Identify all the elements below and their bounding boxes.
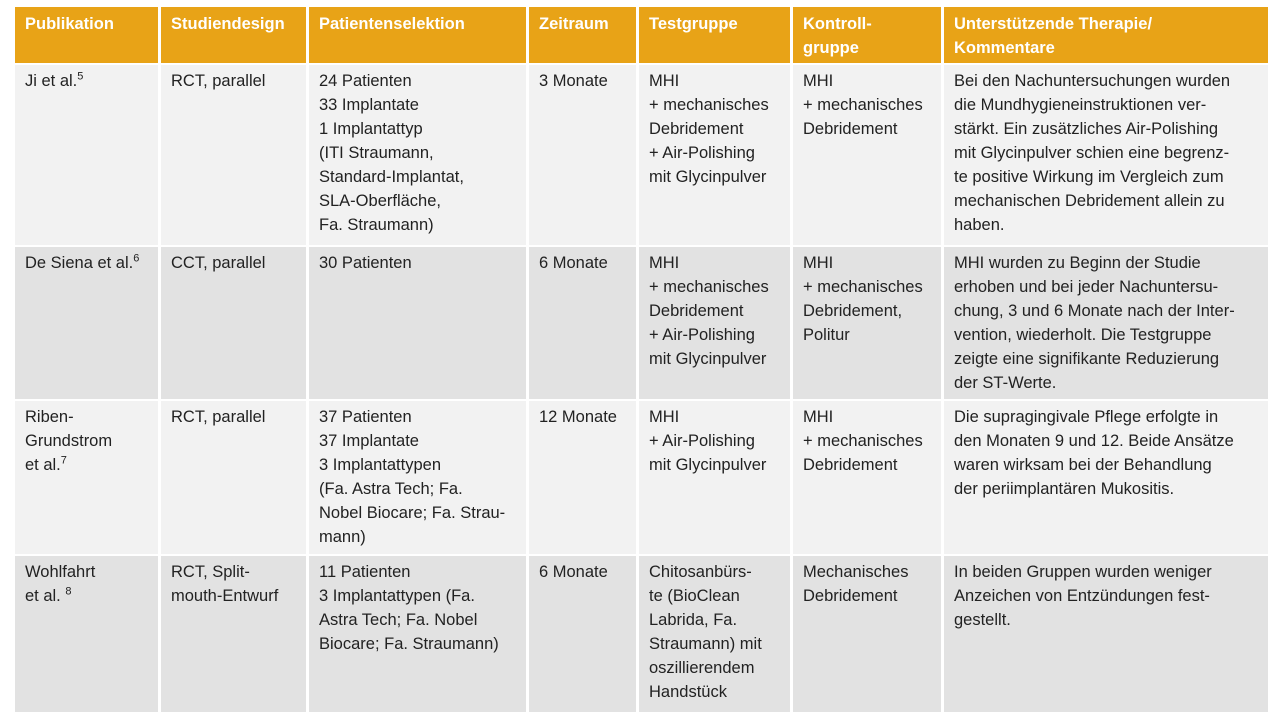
cell-line: [803, 429, 931, 453]
cell-line: [539, 405, 626, 429]
cell-text: der periimplantären Mukositis.: [954, 480, 1175, 498]
cell-text: Wohlfahrt: [25, 563, 96, 581]
cell-period: [529, 556, 636, 712]
cell-line: [539, 560, 626, 584]
cell-text: Debridement: [803, 120, 898, 138]
cell-line: [649, 608, 780, 632]
cell-line: [954, 453, 1258, 477]
cell-line: [649, 275, 780, 299]
cell-text: Grundstrom: [25, 432, 113, 450]
cell-line: [954, 347, 1258, 371]
cell-text: oszillierendem: [649, 659, 755, 677]
cell-text: RCT, parallel: [171, 408, 266, 426]
cell-line: [954, 299, 1258, 323]
cell-line: [171, 584, 296, 608]
cell-line: [649, 429, 780, 453]
cell-text: RCT, Split-: [171, 563, 250, 581]
header-text: Kommentare: [954, 39, 1055, 57]
cell-line: [319, 501, 516, 525]
cell-period: [529, 401, 636, 554]
header-text: gruppe: [803, 39, 859, 57]
cell-line: [319, 93, 516, 117]
cell-line: [319, 213, 516, 237]
reference-number: 6: [133, 252, 140, 265]
cell-text: MHI: [803, 254, 834, 272]
cell-line: [539, 251, 626, 275]
cell-line: [954, 323, 1258, 347]
cell-line: [649, 584, 780, 608]
cell-patients: [309, 556, 526, 712]
cell-text: Debridement,: [803, 302, 903, 320]
cell-line: [319, 141, 516, 165]
cell-text: MHI: [649, 254, 680, 272]
cell-line: [803, 323, 931, 347]
cell-text: + Air-Polishing: [649, 432, 755, 450]
cell-text: 12 Monate: [539, 408, 617, 426]
cell-text: (Fa. Astra Tech; Fa.: [319, 480, 463, 498]
cell-text: MHI: [649, 408, 680, 426]
cell-line: [649, 656, 780, 680]
cell-text: 37 Patienten: [319, 408, 412, 426]
cell-text: 3 Implantattypen (Fa.: [319, 587, 475, 605]
cell-text: (ITI Straumann,: [319, 144, 434, 162]
cell-text: mit Glycinpulver: [649, 456, 767, 474]
cell-line: [171, 251, 296, 275]
cell-test: [639, 247, 790, 399]
cell-text: In beiden Gruppen wurden weniger: [954, 563, 1212, 581]
cell-design: [161, 247, 306, 399]
cell-test: [639, 401, 790, 554]
cell-line: [803, 299, 931, 323]
header-patient-selection: [309, 7, 526, 63]
cell-line: [803, 275, 931, 299]
cell-text: MHI: [649, 72, 680, 90]
cell-line: [649, 299, 780, 323]
cell-test: [639, 556, 790, 712]
cell-line: [319, 525, 516, 549]
cell-line: [319, 251, 516, 275]
cell-line: [319, 453, 516, 477]
cell-comment: [944, 401, 1268, 554]
cell-line: [25, 69, 148, 93]
header-publication: [15, 7, 158, 63]
cell-line: [539, 69, 626, 93]
cell-text: mechanischen Debridement allein zu: [954, 192, 1225, 210]
cell-text: mit Glycinpulver schien eine begrenz-: [954, 144, 1230, 162]
table-row: [15, 401, 1268, 554]
cell-line: [954, 477, 1258, 501]
header-period: [529, 7, 636, 63]
cell-text: die Mundhygieneinstruktionen ver-: [954, 96, 1207, 114]
cell-text: 1 Implantattyp: [319, 120, 423, 138]
cell-line: [954, 165, 1258, 189]
cell-line: [954, 584, 1258, 608]
cell-text: Die supragingivale Pflege erfolgte in: [954, 408, 1219, 426]
cell-line: [803, 453, 931, 477]
cell-line: [25, 453, 148, 477]
cell-line: [954, 141, 1258, 165]
cell-line: [803, 69, 931, 93]
cell-line: [954, 275, 1258, 299]
header-text: Zeitraum: [539, 15, 609, 33]
cell-line: [803, 584, 931, 608]
cell-publication: [15, 401, 158, 554]
cell-publication: [15, 556, 158, 712]
cell-line: [954, 405, 1258, 429]
table-row: [15, 247, 1268, 399]
cell-text: Astra Tech; Fa. Nobel: [319, 611, 478, 629]
header-text: Testgruppe: [649, 15, 738, 33]
table-row: [15, 556, 1268, 712]
cell-line: [649, 405, 780, 429]
cell-test: [639, 65, 790, 245]
cell-text: 24 Patienten: [319, 72, 412, 90]
reference-number: 8: [65, 585, 72, 598]
cell-patients: [309, 401, 526, 554]
cell-line: [649, 560, 780, 584]
cell-text: chung, 3 und 6 Monate nach der Inter-: [954, 302, 1235, 320]
cell-line: [649, 323, 780, 347]
cell-text: MHI: [803, 72, 834, 90]
cell-text: gestellt.: [954, 611, 1011, 629]
cell-text: + mechanisches: [803, 96, 923, 114]
cell-text: mit Glycinpulver: [649, 350, 767, 368]
cell-control: [793, 401, 941, 554]
cell-text: Chitosanbürs-: [649, 563, 752, 581]
cell-line: [803, 405, 931, 429]
cell-text: Anzeichen von Entzündungen fest-: [954, 587, 1210, 605]
cell-line: [319, 608, 516, 632]
cell-text: Ji et al.: [25, 72, 78, 90]
cell-line: [25, 584, 148, 608]
cell-patients: [309, 65, 526, 245]
cell-line: [319, 69, 516, 93]
cell-text: + Air-Polishing: [649, 326, 755, 344]
header-test-group: [639, 7, 790, 63]
cell-line: [803, 251, 931, 275]
cell-line: [803, 560, 931, 584]
cell-text: den Monaten 9 und 12. Beide Ansätze: [954, 432, 1234, 450]
cell-line: [25, 405, 148, 429]
cell-line: [803, 93, 931, 117]
cell-text: Debridement: [803, 456, 898, 474]
cell-control: [793, 556, 941, 712]
cell-line: [319, 189, 516, 213]
cell-line: [954, 371, 1258, 395]
cell-text: + mechanisches: [649, 96, 769, 114]
cell-text: vention, wiederholt. Die Testgruppe: [954, 326, 1212, 344]
cell-text: Fa. Straumann): [319, 216, 434, 234]
cell-line: [954, 69, 1258, 93]
cell-text: RCT, parallel: [171, 72, 266, 90]
cell-text: MHI wurden zu Beginn der Studie: [954, 254, 1201, 272]
cell-design: [161, 556, 306, 712]
cell-control: [793, 247, 941, 399]
reference-number: 5: [77, 70, 84, 83]
cell-line: [171, 405, 296, 429]
cell-period: [529, 65, 636, 245]
cell-publication: [15, 247, 158, 399]
cell-text: haben.: [954, 216, 1005, 234]
cell-text: 3 Implantattypen: [319, 456, 441, 474]
header-control-group: [793, 7, 941, 63]
cell-text: waren wirksam bei der Behandlung: [954, 456, 1212, 474]
cell-text: Debridement: [803, 587, 898, 605]
cell-text: Bei den Nachuntersuchungen wurden: [954, 72, 1231, 90]
cell-line: [319, 165, 516, 189]
cell-line: [649, 93, 780, 117]
cell-text: 37 Implantate: [319, 432, 419, 450]
cell-text: MHI: [803, 408, 834, 426]
cell-design: [161, 65, 306, 245]
cell-text: 6 Monate: [539, 254, 608, 272]
cell-text: zeigte eine signifikante Reduzierung: [954, 350, 1220, 368]
cell-text: Debridement: [649, 302, 744, 320]
cell-text: Debridement: [649, 120, 744, 138]
cell-text: 30 Patienten: [319, 254, 412, 272]
cell-line: [319, 117, 516, 141]
cell-line: [954, 213, 1258, 237]
cell-comment: [944, 556, 1268, 712]
cell-text: Riben-: [25, 408, 74, 426]
table-row: [15, 65, 1268, 245]
cell-text: Standard-Implantat,: [319, 168, 464, 186]
cell-text: te positive Wirkung im Vergleich zum: [954, 168, 1224, 186]
cell-publication: [15, 65, 158, 245]
cell-text: et al.: [25, 587, 66, 605]
cell-line: [649, 632, 780, 656]
header-text: Patientenselektion: [319, 15, 465, 33]
cell-text: + mechanisches: [803, 278, 923, 296]
cell-line: [954, 189, 1258, 213]
cell-line: [954, 117, 1258, 141]
cell-line: [954, 429, 1258, 453]
cell-line: [319, 560, 516, 584]
cell-line: [649, 165, 780, 189]
header-text: Kontroll-: [803, 15, 872, 33]
cell-text: mit Glycinpulver: [649, 168, 767, 186]
cell-text: De Siena et al.: [25, 254, 134, 272]
cell-line: [649, 347, 780, 371]
cell-line: [25, 429, 148, 453]
cell-line: [954, 251, 1258, 275]
cell-line: [171, 560, 296, 584]
header-text: Publikation: [25, 15, 114, 33]
header-study-design: [161, 7, 306, 63]
cell-patients: [309, 247, 526, 399]
header-therapy-comments: [944, 7, 1268, 63]
cell-line: [649, 69, 780, 93]
cell-line: [25, 251, 148, 275]
cell-line: [649, 117, 780, 141]
cell-text: Biocare; Fa. Straumann): [319, 635, 499, 653]
cell-text: Handstück: [649, 683, 727, 701]
cell-line: [954, 93, 1258, 117]
cell-text: + mechanisches: [649, 278, 769, 296]
cell-text: der ST-Werte.: [954, 374, 1057, 392]
cell-text: erhoben und bei jeder Nachuntersu-: [954, 278, 1219, 296]
cell-line: [319, 477, 516, 501]
cell-control: [793, 65, 941, 245]
cell-comment: [944, 65, 1268, 245]
cell-line: [803, 117, 931, 141]
cell-text: + Air-Polishing: [649, 144, 755, 162]
cell-text: 6 Monate: [539, 563, 608, 581]
cell-line: [954, 560, 1258, 584]
cell-text: stärkt. Ein zusätzliches Air-Polishing: [954, 120, 1219, 138]
cell-comment: [944, 247, 1268, 399]
cell-text: + mechanisches: [803, 432, 923, 450]
header-text: Studiendesign: [171, 15, 285, 33]
cell-line: [319, 632, 516, 656]
cell-text: SLA-Oberfläche,: [319, 192, 441, 210]
cell-line: [649, 141, 780, 165]
cell-text: te (BioClean: [649, 587, 740, 605]
header-text: Unterstützende Therapie/: [954, 15, 1153, 33]
cell-text: et al.: [25, 456, 61, 474]
cell-text: 11 Patienten: [319, 563, 411, 581]
cell-line: [25, 560, 148, 584]
studies-table: [12, 5, 1271, 714]
cell-line: [319, 429, 516, 453]
cell-line: [954, 608, 1258, 632]
cell-text: CCT, parallel: [171, 254, 266, 272]
cell-line: [319, 584, 516, 608]
cell-text: Nobel Biocare; Fa. Strau-: [319, 504, 506, 522]
cell-line: [171, 69, 296, 93]
cell-text: Politur: [803, 326, 850, 344]
cell-line: [319, 405, 516, 429]
cell-line: [649, 453, 780, 477]
cell-text: 3 Monate: [539, 72, 608, 90]
cell-text: 33 Implantate: [319, 96, 419, 114]
cell-line: [649, 251, 780, 275]
cell-period: [529, 247, 636, 399]
header-row: [15, 7, 1268, 63]
cell-line: [649, 680, 780, 704]
cell-text: Straumann) mit: [649, 635, 762, 653]
cell-text: Mechanisches: [803, 563, 909, 581]
cell-text: Labrida, Fa.: [649, 611, 738, 629]
reference-number: 7: [60, 454, 67, 467]
cell-text: mouth-Entwurf: [171, 587, 279, 605]
cell-text: mann): [319, 528, 366, 546]
cell-design: [161, 401, 306, 554]
